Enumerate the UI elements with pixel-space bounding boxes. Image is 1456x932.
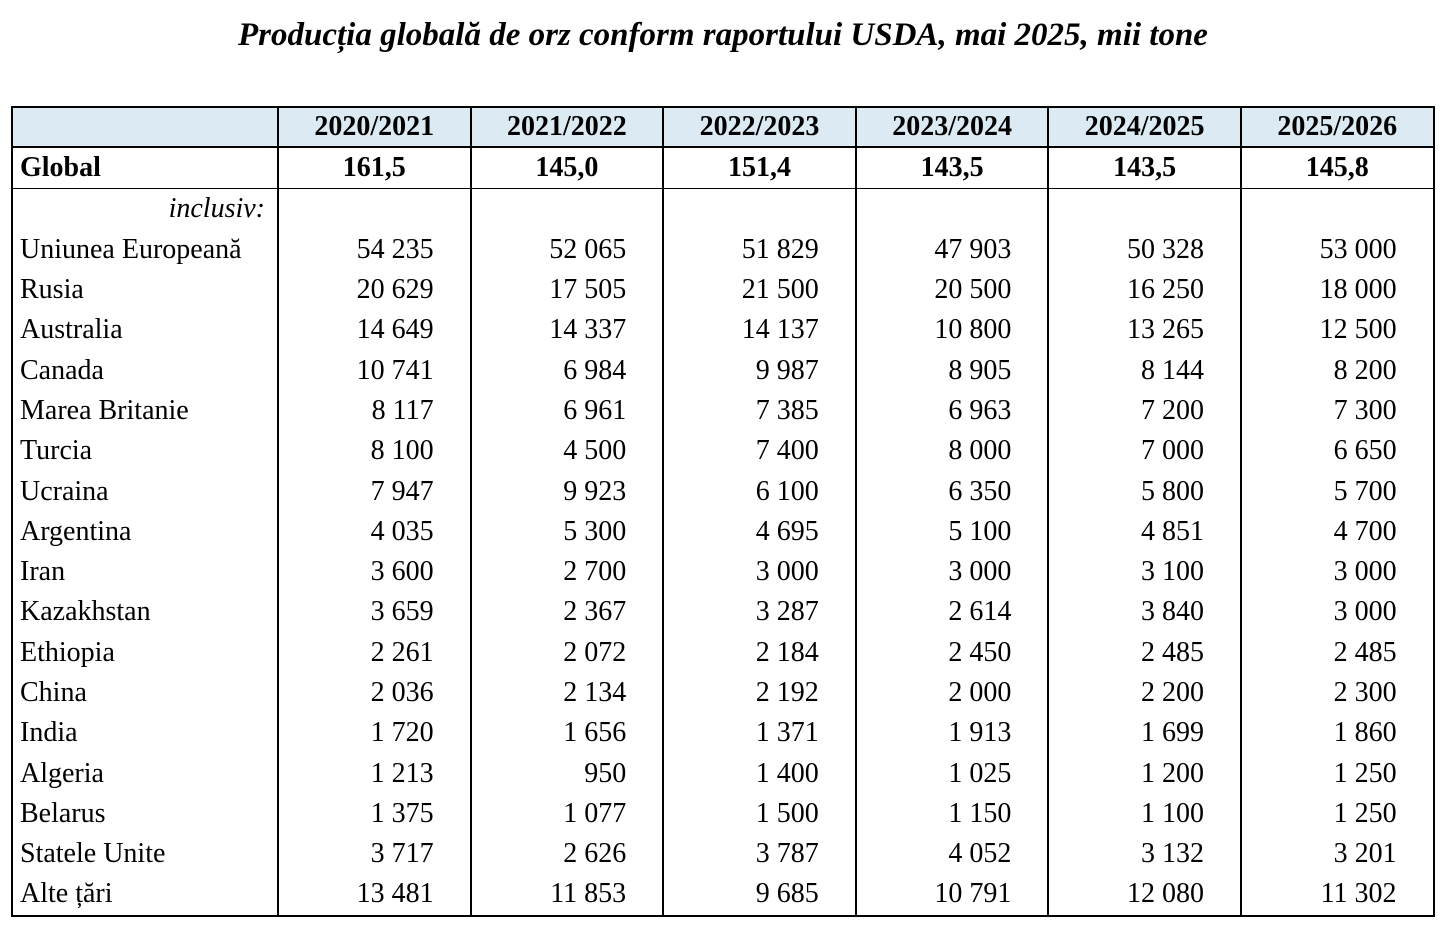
header-year: 2025/2026	[1241, 107, 1434, 147]
production-value: 3 000	[1241, 592, 1434, 632]
global-row	[12, 147, 1434, 189]
production-value: 6 963	[856, 391, 1049, 431]
production-value: 6 961	[471, 391, 664, 431]
production-value: 3 287	[663, 592, 856, 632]
country-name: India	[12, 713, 278, 753]
production-value: 6 350	[856, 471, 1049, 511]
production-value: 3 717	[278, 834, 471, 874]
production-value: 2 485	[1241, 633, 1434, 673]
header-year: 2022/2023	[663, 107, 856, 147]
global-value: 145,0	[471, 147, 664, 189]
production-value: 9 685	[663, 874, 856, 915]
production-value: 14 649	[278, 310, 471, 350]
country-row	[12, 633, 1434, 673]
production-value: 2 367	[471, 592, 664, 632]
production-value: 1 500	[663, 794, 856, 834]
country-row	[12, 310, 1434, 350]
production-value: 4 500	[471, 431, 664, 471]
production-value: 21 500	[663, 270, 856, 310]
country-row	[12, 512, 1434, 552]
header-year: 2024/2025	[1048, 107, 1241, 147]
production-value: 2 300	[1241, 673, 1434, 713]
production-value: 1 699	[1048, 713, 1241, 753]
production-value: 2 184	[663, 633, 856, 673]
production-value: 14 337	[471, 310, 664, 350]
including-label: inclusiv:	[12, 189, 278, 230]
production-value: 3 659	[278, 592, 471, 632]
country-name: Ucraina	[12, 471, 278, 511]
country-name: Ethiopia	[12, 633, 278, 673]
header-year: 2020/2021	[278, 107, 471, 147]
production-value: 1 100	[1048, 794, 1241, 834]
production-value: 5 700	[1241, 471, 1434, 511]
empty-cell	[471, 189, 664, 230]
production-value: 1 250	[1241, 753, 1434, 793]
production-value: 7 000	[1048, 431, 1241, 471]
country-name: Alte țări	[12, 874, 278, 915]
country-name: Algeria	[12, 753, 278, 793]
header-year: 2023/2024	[856, 107, 1049, 147]
production-value: 20 500	[856, 270, 1049, 310]
production-value: 1 720	[278, 713, 471, 753]
production-value: 54 235	[278, 230, 471, 270]
production-value: 7 947	[278, 471, 471, 511]
production-value: 14 137	[663, 310, 856, 350]
production-value: 50 328	[1048, 230, 1241, 270]
country-row	[12, 431, 1434, 471]
production-value: 3 600	[278, 552, 471, 592]
production-value: 53 000	[1241, 230, 1434, 270]
production-value: 52 065	[471, 230, 664, 270]
country-row	[12, 230, 1434, 270]
production-value: 5 800	[1048, 471, 1241, 511]
production-value: 8 144	[1048, 350, 1241, 390]
production-value: 1 150	[856, 794, 1049, 834]
production-value: 4 695	[663, 512, 856, 552]
country-name: Uniunea Europeană	[12, 230, 278, 270]
production-value: 3 201	[1241, 834, 1434, 874]
including-row	[12, 189, 1434, 230]
global-label: Global	[12, 147, 278, 189]
global-value: 143,5	[856, 147, 1049, 189]
production-value: 1 371	[663, 713, 856, 753]
production-value: 3 000	[663, 552, 856, 592]
country-row	[12, 673, 1434, 713]
empty-cell	[1048, 189, 1241, 230]
country-row	[12, 350, 1434, 390]
production-value: 8 100	[278, 431, 471, 471]
empty-cell	[856, 189, 1049, 230]
production-value: 51 829	[663, 230, 856, 270]
production-value: 1 025	[856, 753, 1049, 793]
production-value: 10 741	[278, 350, 471, 390]
global-value: 161,5	[278, 147, 471, 189]
production-value: 1 375	[278, 794, 471, 834]
production-value: 3 100	[1048, 552, 1241, 592]
country-row	[12, 552, 1434, 592]
production-value: 13 481	[278, 874, 471, 915]
production-value: 2 700	[471, 552, 664, 592]
production-value: 6 650	[1241, 431, 1434, 471]
production-value: 7 300	[1241, 391, 1434, 431]
country-name: China	[12, 673, 278, 713]
global-value: 151,4	[663, 147, 856, 189]
header-corner-cell	[12, 107, 278, 147]
production-value: 9 923	[471, 471, 664, 511]
production-value: 2 261	[278, 633, 471, 673]
production-value: 5 300	[471, 512, 664, 552]
country-name: Belarus	[12, 794, 278, 834]
production-value: 8 117	[278, 391, 471, 431]
empty-cell	[1241, 189, 1434, 230]
header-row	[12, 107, 1434, 147]
production-value: 9 987	[663, 350, 856, 390]
production-value: 2 192	[663, 673, 856, 713]
global-value: 143,5	[1048, 147, 1241, 189]
production-value: 2 626	[471, 834, 664, 874]
production-value: 4 035	[278, 512, 471, 552]
production-value: 1 250	[1241, 794, 1434, 834]
production-value: 1 200	[1048, 753, 1241, 793]
production-value: 18 000	[1241, 270, 1434, 310]
production-value: 3 000	[1241, 552, 1434, 592]
production-value: 8 905	[856, 350, 1049, 390]
country-row	[12, 834, 1434, 874]
country-row	[12, 270, 1434, 310]
production-value: 8 200	[1241, 350, 1434, 390]
production-value: 10 800	[856, 310, 1049, 350]
country-row	[12, 471, 1434, 511]
country-row	[12, 592, 1434, 632]
production-value: 3 840	[1048, 592, 1241, 632]
production-value: 13 265	[1048, 310, 1241, 350]
header-year: 2021/2022	[471, 107, 664, 147]
country-name: Canada	[12, 350, 278, 390]
production-value: 16 250	[1048, 270, 1241, 310]
production-value: 4 052	[856, 834, 1049, 874]
country-row	[12, 794, 1434, 834]
country-name: Argentina	[12, 512, 278, 552]
production-value: 12 500	[1241, 310, 1434, 350]
production-value: 1 656	[471, 713, 664, 753]
production-value: 1 077	[471, 794, 664, 834]
production-value: 2 134	[471, 673, 664, 713]
production-value: 8 000	[856, 431, 1049, 471]
production-value: 7 200	[1048, 391, 1241, 431]
production-value: 2 200	[1048, 673, 1241, 713]
production-value: 10 791	[856, 874, 1049, 915]
production-value: 3 000	[856, 552, 1049, 592]
document-title: Producția globală de orz conform raportului USDA, mai 2025, mii tone	[238, 17, 1208, 53]
production-value: 11 853	[471, 874, 664, 915]
production-value: 1 400	[663, 753, 856, 793]
production-value: 2 485	[1048, 633, 1241, 673]
production-value: 7 385	[663, 391, 856, 431]
production-value: 11 302	[1241, 874, 1434, 915]
production-value: 3 787	[663, 834, 856, 874]
production-value: 2 450	[856, 633, 1049, 673]
country-name: Turcia	[12, 431, 278, 471]
country-name: Australia	[12, 310, 278, 350]
production-value: 2 000	[856, 673, 1049, 713]
empty-cell	[663, 189, 856, 230]
country-row	[12, 753, 1434, 793]
production-value: 1 913	[856, 713, 1049, 753]
production-value: 2 036	[278, 673, 471, 713]
country-name: Iran	[12, 552, 278, 592]
country-name: Marea Britanie	[12, 391, 278, 431]
production-value: 2 072	[471, 633, 664, 673]
production-value: 20 629	[278, 270, 471, 310]
production-value: 7 400	[663, 431, 856, 471]
country-name: Kazakhstan	[12, 592, 278, 632]
production-value: 17 505	[471, 270, 664, 310]
country-row	[12, 713, 1434, 753]
country-name: Rusia	[12, 270, 278, 310]
country-name: Statele Unite	[12, 834, 278, 874]
production-value: 5 100	[856, 512, 1049, 552]
country-row	[12, 874, 1434, 915]
production-value: 6 984	[471, 350, 664, 390]
production-value: 950	[471, 753, 664, 793]
production-value: 4 700	[1241, 512, 1434, 552]
production-value: 3 132	[1048, 834, 1241, 874]
production-value: 4 851	[1048, 512, 1241, 552]
production-value: 6 100	[663, 471, 856, 511]
global-value: 145,8	[1241, 147, 1434, 189]
production-value: 12 080	[1048, 874, 1241, 915]
production-value: 1 213	[278, 753, 471, 793]
production-value: 2 614	[856, 592, 1049, 632]
country-row	[12, 391, 1434, 431]
empty-cell	[278, 189, 471, 230]
production-value: 1 860	[1241, 713, 1434, 753]
production-value: 47 903	[856, 230, 1049, 270]
barley-production-table	[11, 106, 1435, 917]
